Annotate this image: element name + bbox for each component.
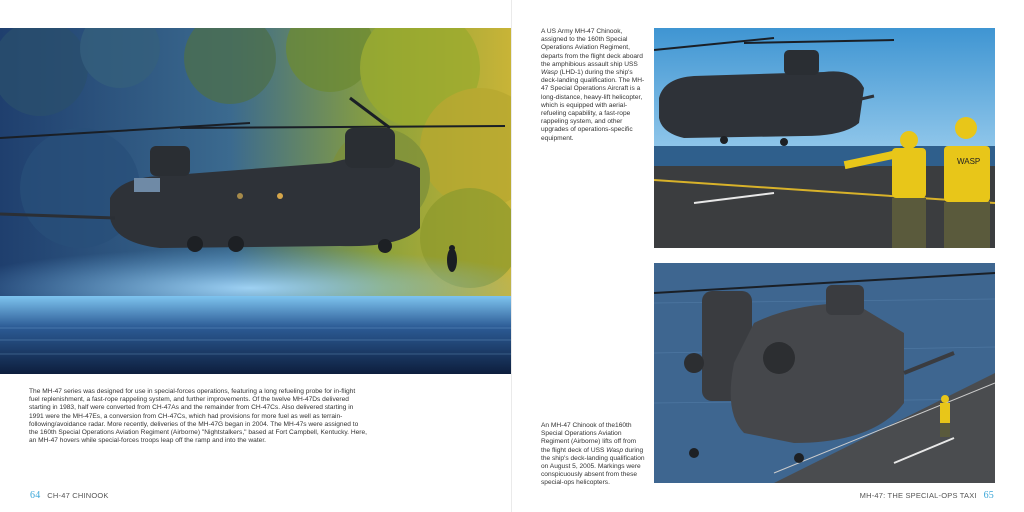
right-top-caption-text-2: (LHD-1) during the ship's deck-landing qualification. The MH-47 Special Operations Aircraft is a long-distance, heavy-lift helicopter, which is equipped with aerial-refueling capability, a fast-rope rappeling system, and other upgrades of operations-specific equipment. bbox=[541, 69, 645, 142]
right-page bbox=[512, 0, 1024, 512]
hover-water-illustration bbox=[0, 28, 512, 374]
deck-departure-illustration bbox=[654, 28, 995, 248]
flight-deck bbox=[654, 166, 995, 248]
right-page-number: 65 bbox=[983, 490, 994, 501]
water-surface bbox=[0, 296, 512, 374]
ocean bbox=[654, 146, 995, 168]
right-bottom-caption-text-1: An MH-47 Chinook of the160th Special Operations Aviation Regiment (Airborne) lifts off from the flight deck of USS bbox=[541, 422, 637, 454]
right-bottom-caption bbox=[541, 422, 645, 488]
liftoff-photo bbox=[654, 263, 995, 483]
left-page-number: 64 bbox=[30, 490, 41, 501]
vest-lettering: WASP bbox=[957, 157, 981, 166]
liftoff-illustration bbox=[654, 263, 995, 483]
right-top-caption bbox=[541, 28, 645, 143]
right-folio bbox=[860, 490, 994, 501]
left-main-caption: The MH-47 series was designed for use in special-forces operations, featuring a long refueling probe for in-flight fuel replenishment, a fast-rope rappeling system, and further improvements. Of the twelve MH-47Ds delivered starting in 1983, half were converted from CH-47As and the remainder from CH-47Cs. Also delivered starting in 1991 were the MH-47Es, a conversion from CH-47Cs, which had provisions for more fuel as well as terrain-following/avoidance radar. More recently, deliveries of the MH-47G began in 2004. The MH-47s were assigned to the 160th Special Operations Aviation Regiment (Airborne) "Nightstalkers," based at Fort Campbell, Kentucky. Here, an MH-47 hovers while special-forces troops leap off the ramp and into the water. bbox=[29, 388, 367, 445]
right-running-title: MH-47: THE SPECIAL-OPS TAXI bbox=[859, 491, 977, 500]
left-folio bbox=[30, 490, 109, 501]
hover-water-photo bbox=[0, 28, 512, 374]
right-bottom-caption-ship-name: Wasp bbox=[606, 446, 623, 454]
right-bottom-caption-text-2: during the ship's deck-landing qualification on August 5, 2005. Markings were conspicuously absent from these special-ops helicopters. bbox=[541, 446, 645, 487]
deck-departure-photo bbox=[654, 28, 995, 248]
right-top-caption-text-1: A US Army MH-47 Chinook, assigned to the 160th Special Operations Aviation Regiment, departs from the flight deck aboard the amphibious assault ship USS bbox=[541, 28, 643, 68]
left-running-title: CH-47 CHINOOK bbox=[47, 491, 109, 500]
right-top-caption-ship-name: Wasp bbox=[541, 69, 558, 77]
